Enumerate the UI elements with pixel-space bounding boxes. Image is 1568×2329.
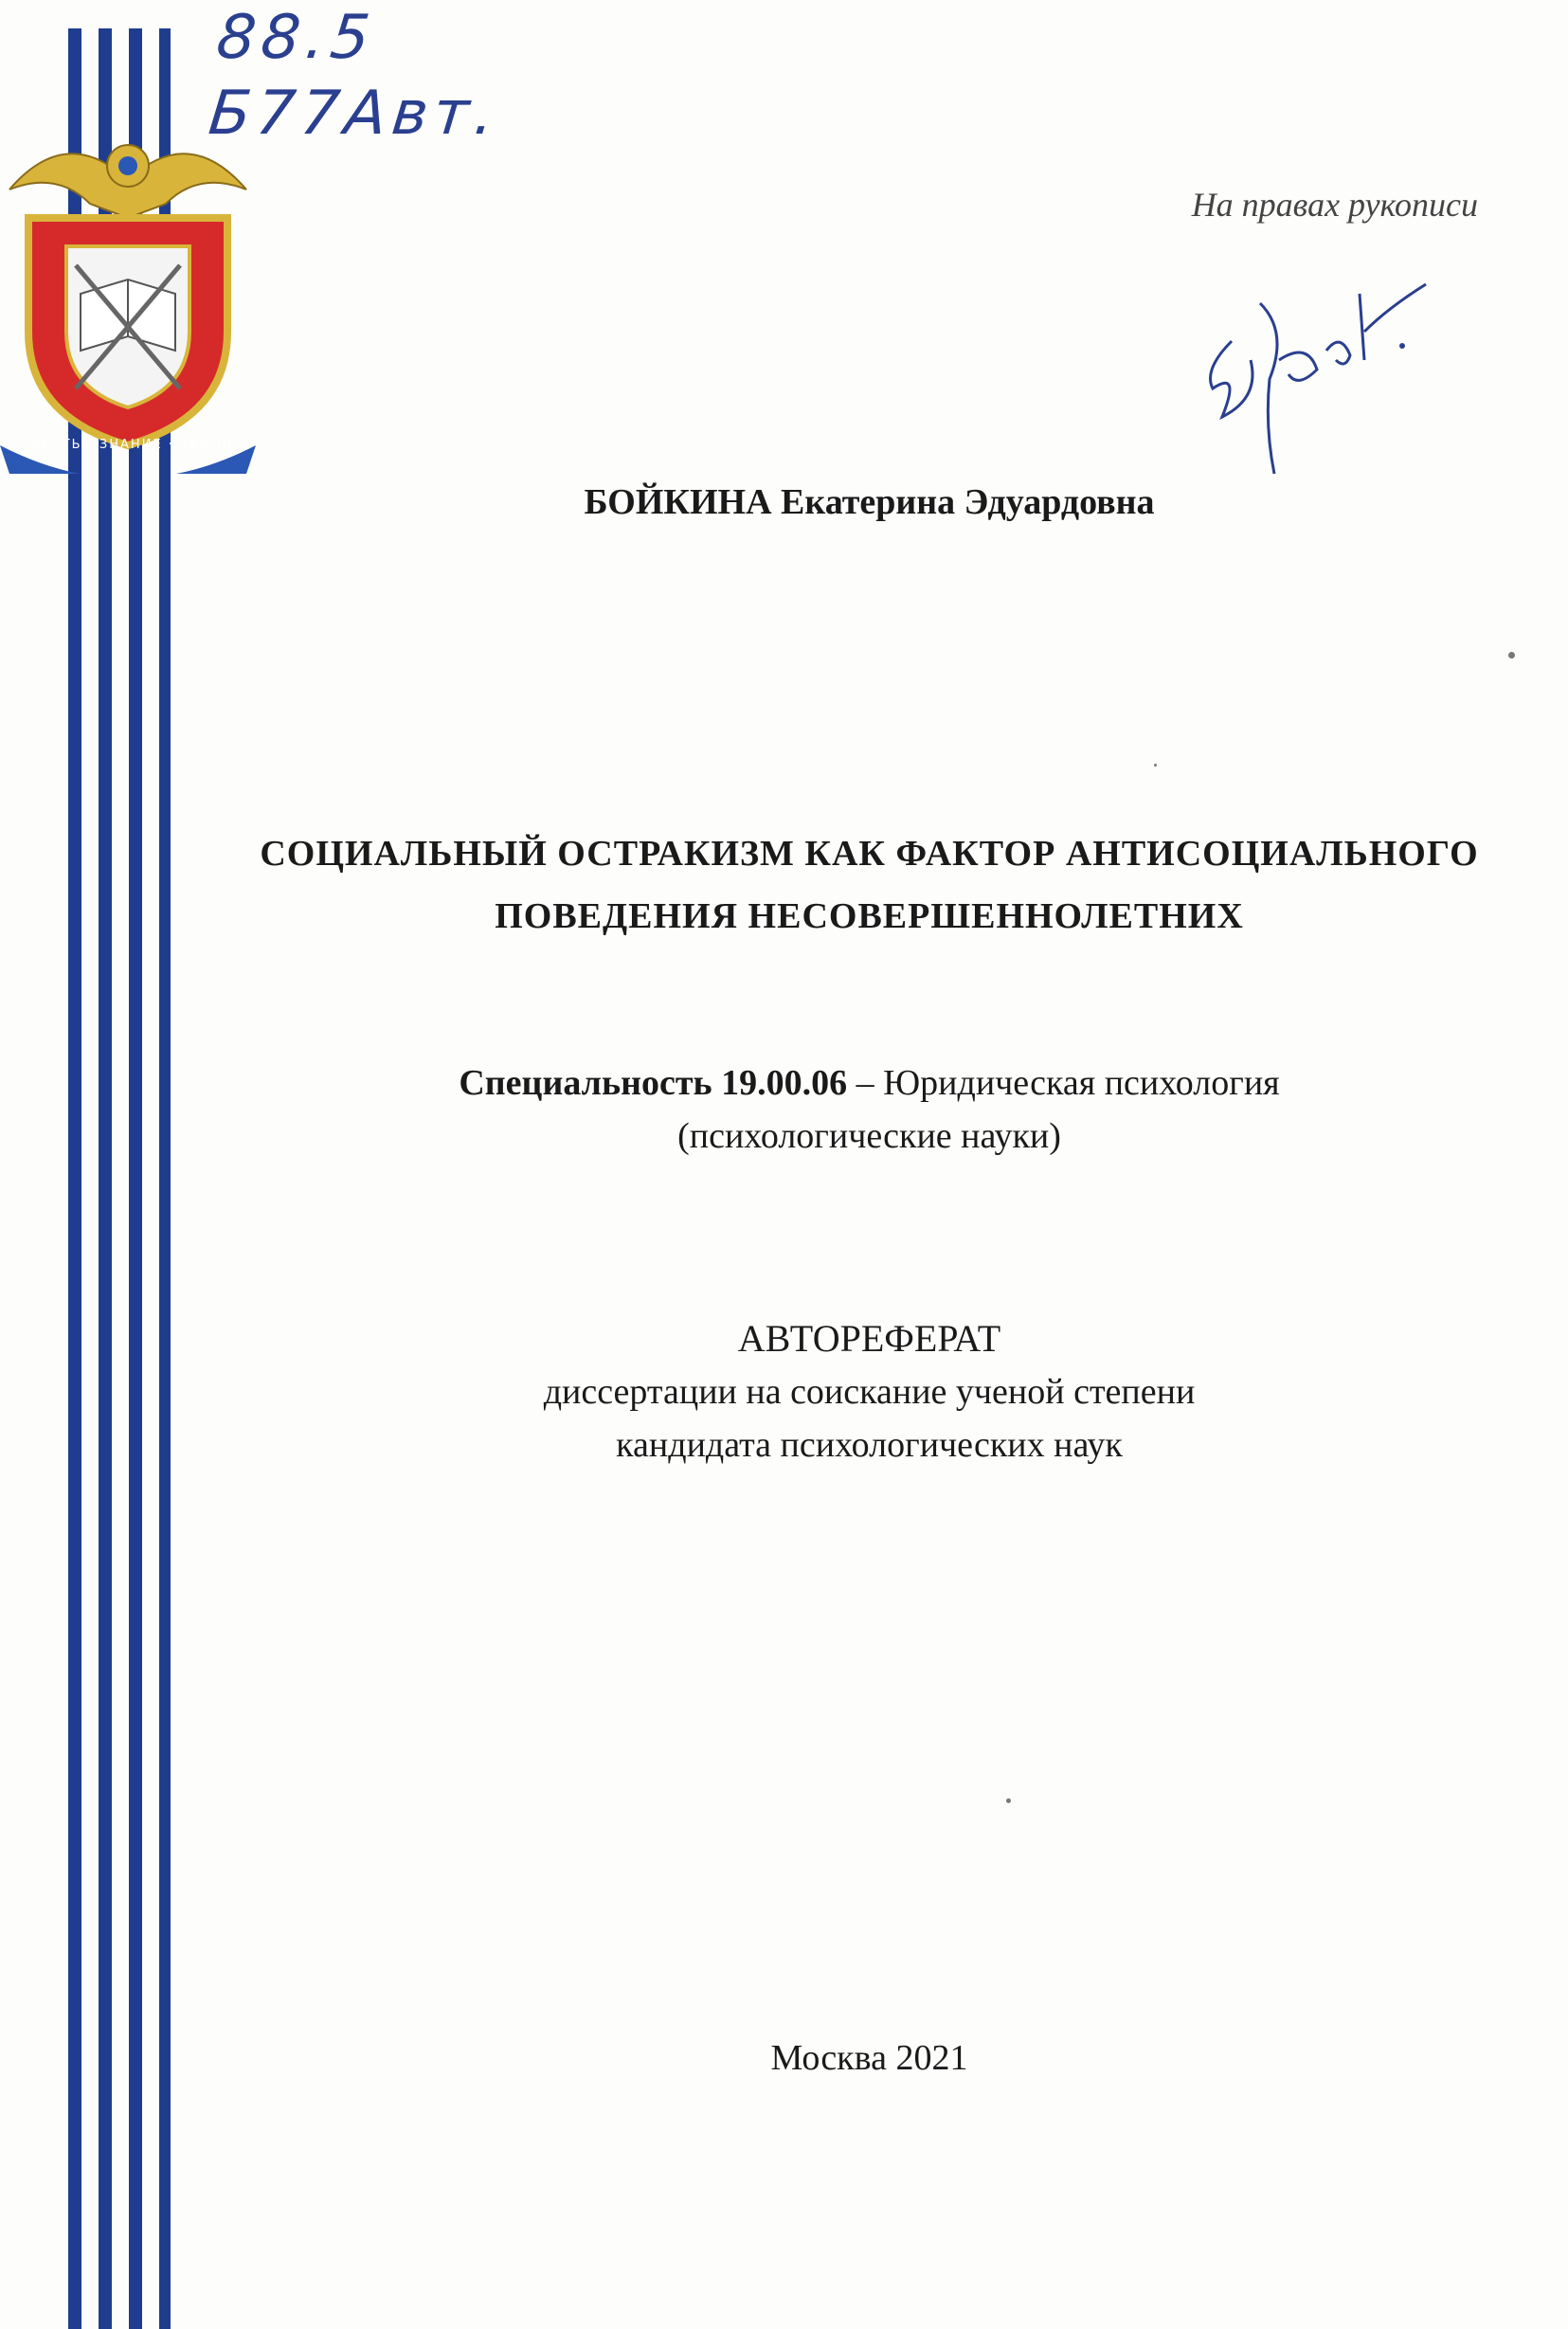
specialty-line	[171, 1056, 1568, 1110]
dissertation-title	[171, 822, 1568, 948]
scan-speck	[1154, 764, 1157, 767]
emblem-motto: ЧЕСТЬ · ЗНАНИЕ · ЗАКОН	[31, 438, 234, 452]
emblem-seal	[0, 114, 256, 474]
specialty-block	[171, 1056, 1568, 1163]
abstract-line: диссертации на соискание ученой степени	[543, 1372, 1196, 1412]
scan-speck	[1508, 652, 1515, 659]
title-line: ПОВЕДЕНИЯ НЕСОВЕРШЕННОЛЕТНИХ	[495, 896, 1244, 936]
place-year: Москва 2021	[770, 2038, 968, 2078]
rights-note: На правах рукописи	[1191, 186, 1478, 224]
abstract-heading: АВТОРЕФЕРАТ	[737, 1317, 1001, 1360]
author-name: БОЙКИНА Екатерина Эдуардовна	[584, 482, 1155, 522]
title-line: СОЦИАЛЬНЫЙ ОСТРАКИЗМ КАК ФАКТОР АНТИСОЦИАЛЬНОГО	[260, 834, 1479, 874]
catalog-code-line: 88.5	[213, 3, 379, 73]
handwritten-signature	[1184, 256, 1431, 483]
abstract-block	[171, 1312, 1568, 1471]
specialty-code: Специальность 19.00.06	[459, 1063, 848, 1103]
specialty-name: Юридическая психология	[883, 1063, 1280, 1103]
specialty-field: (психологические науки)	[677, 1116, 1061, 1156]
abstract-line: кандидата психологических наук	[616, 1425, 1123, 1465]
handwritten-catalog-code	[206, 0, 512, 152]
specialty-dash: –	[847, 1063, 884, 1103]
scan-speck	[1006, 1798, 1011, 1803]
catalog-code-line: Б77Авт.	[205, 79, 504, 149]
